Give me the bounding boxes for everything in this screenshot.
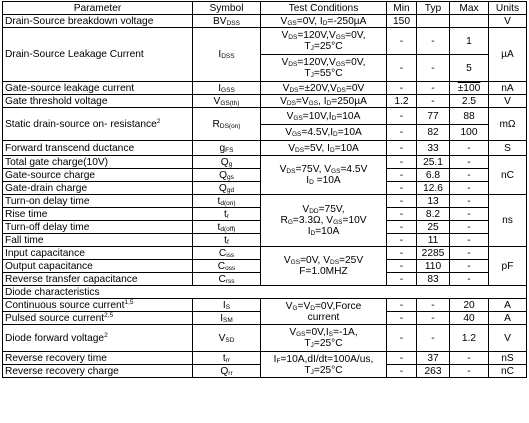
parameter-cell: Gate-source charge [3, 169, 193, 182]
subscript: GS [296, 331, 306, 338]
table-row [3, 299, 527, 312]
subscript: DS [286, 168, 296, 175]
typ-cell: 263 [417, 365, 450, 378]
unit-cell: A [489, 299, 527, 312]
typ-cell [417, 15, 450, 28]
table-row [3, 195, 527, 208]
table-row [3, 352, 527, 365]
header-typ: Typ [417, 2, 450, 15]
subscript: FS [225, 146, 234, 154]
subscript: SM [223, 316, 233, 324]
min-cell: - [387, 55, 417, 82]
min-cell: - [387, 108, 417, 125]
parameter-cell: Output capacitance [3, 260, 193, 273]
typ-cell: 12.6 [417, 182, 450, 195]
unit-cell: nC [489, 156, 527, 195]
spec-table-wrapper [2, 1, 527, 378]
typ-cell: 77 [417, 108, 450, 125]
max-cell: - [450, 169, 489, 182]
min-cell: - [387, 141, 417, 156]
subscript: GS [290, 259, 301, 266]
symbol-cell: $t_{d(on)}$ [193, 195, 261, 208]
condition-cell: $I_F=10A,dI/dt=100A/us$, $T_J=25^\circ C$ [261, 352, 387, 378]
unit-cell: V [489, 15, 527, 28]
typ-cell: 33 [417, 141, 450, 156]
subscript: iss [226, 251, 235, 259]
condition-cell: $V_G=V_D=0V,Force$ current [261, 299, 387, 325]
typ-cell: 8.2 [417, 208, 450, 221]
symbol-cell: $t_{d(off)}$ [193, 221, 261, 234]
symbol-cell: $I_{SM}$ [193, 312, 261, 325]
parameter-cell: Reverse recovery time [3, 352, 193, 365]
subscript: g [228, 160, 233, 168]
max-cell [450, 15, 489, 28]
symbol-cell: $I_{DSS}$ [193, 28, 261, 82]
subscript: D [331, 114, 337, 122]
typ-cell: - [417, 312, 450, 325]
symbol-cell: $g_{FS}$ [193, 141, 261, 156]
subscript: r [226, 212, 229, 220]
parameter-cell: Diode forward voltage$^2$ [3, 325, 193, 352]
subscript: gd [226, 186, 235, 194]
subscript: D [309, 179, 314, 186]
max-cell: 1.2 [450, 325, 489, 352]
parameter-cell: Gate threshold voltage [3, 95, 193, 108]
table-row [3, 325, 527, 352]
header-test-conditions: Test Conditions [261, 2, 387, 15]
table-row [3, 156, 527, 169]
max-cell: - [450, 208, 489, 221]
subscript: SD [225, 336, 235, 344]
condition-cell: $V_{GS}=0V,I_S=-1A$, $T_J=25^\circ C$ [261, 325, 387, 352]
subscript: S [328, 331, 334, 338]
parameter-cell: Rise time [3, 208, 193, 221]
max-cell: 2.5 [450, 95, 489, 108]
min-cell: - [387, 182, 417, 195]
max-cell: 100 [450, 125, 489, 141]
table-row [3, 108, 527, 125]
subscript: J [310, 368, 314, 376]
max-cell: - [450, 273, 489, 286]
symbol-cell: $Q_{rr}$ [193, 365, 261, 378]
parameter-cell: Gate-source leakage current [3, 82, 193, 95]
min-cell: - [387, 28, 417, 55]
table-row [3, 247, 527, 260]
typ-cell: 13 [417, 195, 450, 208]
subscript: d(on) [220, 199, 236, 207]
condition-cell: $V_{DS}=\pm 20V,V_{DS}=0V$ [261, 82, 387, 95]
condition-cell: $V_{GS}=0V$, $I_D=-250\mu A$ [261, 15, 387, 28]
parameter-cell: Continuous source current$^{1,5}$ [3, 299, 193, 312]
subscript: rss [225, 277, 235, 285]
subscript: DS [288, 34, 298, 41]
subscript: GS [335, 34, 346, 41]
min-cell: - [387, 273, 417, 286]
typ-cell: 11 [417, 234, 450, 247]
table-row [3, 15, 527, 28]
table-row [3, 28, 527, 55]
subscript: D [310, 230, 316, 237]
symbol-cell: $Q_g$ [193, 156, 261, 169]
condition-cell: $V_{DD}=75V$, $R_G=3.3\Omega$, $V_{GS}=10V$ $I_D=10A$ [261, 195, 387, 247]
header-symbol: Symbol [193, 2, 261, 15]
symbol-cell: $C_{oss}$ [193, 260, 261, 273]
footnote-ref: 2 [104, 331, 108, 339]
parameter-cell: Forward transcend ductance [3, 141, 193, 156]
typ-cell: - [417, 95, 450, 108]
subscript: S [225, 303, 231, 311]
condition-cell: $V_{GS}=0V$, $V_{DS}=25V$ F=1.0MHZ [261, 247, 387, 286]
parameter-cell: Turn-on delay time [3, 195, 193, 208]
symbol-cell: $Q_{gd}$ [193, 182, 261, 195]
parameter-cell: Drain-Source breakdown voltage [3, 15, 193, 28]
typ-cell: - [417, 299, 450, 312]
subscript: GS [308, 99, 319, 107]
subscript: DS(on) [219, 122, 241, 130]
header-units: Units [489, 2, 527, 15]
max-cell: 40 [450, 312, 489, 325]
symbol-cell: $t_{rr}$ [193, 352, 261, 365]
subscript: GSS [221, 86, 235, 94]
subscript: D [322, 19, 328, 27]
min-cell: - [387, 260, 417, 273]
unit-cell: mΩ [489, 108, 527, 141]
symbol-cell: $V_{GS(th)}$ [193, 95, 261, 108]
typ-cell: 25 [417, 221, 450, 234]
typ-cell: 2285 [417, 247, 450, 260]
min-cell: - [387, 325, 417, 352]
subscript: DS [288, 61, 298, 68]
max-cell: - [450, 156, 489, 169]
subscript: D [333, 131, 338, 138]
symbol-cell: $I_S$ [193, 299, 261, 312]
typ-cell: - [417, 82, 450, 95]
section-title: Diode characteristics [3, 286, 527, 299]
typ-cell: - [417, 325, 450, 352]
parameter-cell: Total gate charge(10V) [3, 156, 193, 169]
subscript: DS [286, 99, 296, 107]
parameter-cell: Turn-off delay time [3, 221, 193, 234]
symbol-cell: $t_f$ [193, 234, 261, 247]
condition-cell: $V_{DS}=120V,V_{GS}=0V$, $T_J=55^\circ C$ [261, 55, 387, 82]
min-cell: - [387, 312, 417, 325]
subscript: DS [336, 86, 346, 94]
section-row [3, 286, 527, 299]
max-cell: - [450, 182, 489, 195]
min-cell: 150 [387, 15, 417, 28]
symbol-cell: $Q_{gs}$ [193, 169, 261, 182]
min-cell: - [387, 169, 417, 182]
subscript: D [326, 99, 332, 107]
subscript: rr [225, 356, 231, 364]
subscript: oss [225, 264, 236, 272]
max-cell: - [450, 195, 489, 208]
symbol-cell: $I_{GSS}$ [193, 82, 261, 95]
min-cell: - [387, 208, 417, 221]
subscript: GS(th) [220, 99, 240, 107]
subscript: GS [335, 61, 346, 68]
min-cell: - [387, 352, 417, 365]
condition-cell: $V_{DS}=75V$, $V_{GS}=4.5V$ $I_D =10A$ [261, 156, 387, 195]
min-cell: - [387, 221, 417, 234]
parameter-cell: Fall time [3, 234, 193, 247]
header-row [3, 2, 527, 15]
symbol-cell: $R_{DS(on)}$ [193, 108, 261, 141]
symbol-cell: $BV_{DSS}$ [193, 15, 261, 28]
parameter-cell: Static drain-source on- resistance$^2$ [3, 108, 193, 141]
condition-cell: $V_{DS}=5V$, $I_D=10A$ [261, 141, 387, 156]
min-cell: - [387, 365, 417, 378]
max-cell: 88 [450, 108, 489, 125]
subscript: GS [331, 168, 341, 175]
header-max: Max [450, 2, 489, 15]
min-cell: - [387, 247, 417, 260]
parameter-cell: Drain-Source Leakage Current [3, 28, 193, 82]
max-cell: ±100 [450, 82, 489, 95]
unit-cell: A [489, 312, 527, 325]
parameter-cell: Pulsed source current$^{2,5}$ [3, 312, 193, 325]
table-row [3, 82, 527, 95]
parameter-cell: Reverse transfer capacitance [3, 273, 193, 286]
table-row [3, 141, 527, 156]
unit-cell: nC [489, 365, 527, 378]
typ-cell: 83 [417, 273, 450, 286]
min-cell: - [387, 195, 417, 208]
typ-cell: 25.1 [417, 156, 450, 169]
subscript: DSS [221, 53, 235, 60]
unit-cell: V [489, 325, 527, 352]
unit-cell: V [489, 95, 527, 108]
min-cell: - [387, 299, 417, 312]
unit-cell: pF [489, 247, 527, 286]
electrical-characteristics-table [2, 1, 527, 378]
max-cell: 5 [450, 55, 489, 82]
subscript: G [287, 219, 293, 226]
unit-cell: S [489, 141, 527, 156]
unit-cell: nA [489, 82, 527, 95]
subscript: DD [309, 208, 319, 215]
symbol-cell: $C_{rss}$ [193, 273, 261, 286]
unit-cell: ns [489, 195, 527, 247]
max-cell: - [450, 352, 489, 365]
min-cell: - [387, 125, 417, 141]
typ-cell: 37 [417, 352, 450, 365]
subscript: f [227, 238, 229, 246]
condition-cell: $V_{DS}=V_{GS}$, $I_D=250\mu A$ [261, 95, 387, 108]
condition-cell: $V_{GS}=4.5V,I_D=10A$ [261, 125, 387, 141]
max-cell: - [450, 247, 489, 260]
subscript: J [310, 342, 314, 349]
subscript: GS [291, 131, 302, 138]
symbol-cell: $V_{SD}$ [193, 325, 261, 352]
max-cell: - [450, 260, 489, 273]
subscript: rr [228, 369, 233, 377]
subscript: DS [295, 146, 305, 154]
parameter-cell: Gate-drain charge [3, 182, 193, 195]
subscript: J [310, 45, 314, 52]
subscript: GS [333, 219, 343, 226]
max-cell: - [450, 221, 489, 234]
min-cell: - [387, 234, 417, 247]
typ-cell: 110 [417, 260, 450, 273]
subscript: DSS [226, 19, 240, 27]
max-cell: - [450, 234, 489, 247]
symbol-cell: $t_r$ [193, 208, 261, 221]
subscript: DS [330, 259, 340, 266]
subscript: J [310, 72, 314, 79]
header-parameter: Parameter [3, 2, 193, 15]
max-cell: 1 [450, 28, 489, 55]
typ-cell: 82 [417, 125, 450, 141]
symbol-cell: $C_{iss}$ [193, 247, 261, 260]
unit-cell: µA [489, 28, 527, 82]
subscript: GS [287, 19, 297, 27]
subscript: G [292, 304, 298, 312]
condition-cell: $V_{GS}=10V,I_D=10A$ [261, 108, 387, 125]
condition-cell: $V_{DS}=120V,V_{GS}=0V$, $T_J=25^\circ C$ [261, 28, 387, 55]
subscript: DS [289, 86, 299, 94]
min-cell: 1.2 [387, 95, 417, 108]
subscript: d(off) [220, 225, 236, 233]
table-row [3, 95, 527, 108]
max-cell: 20 [450, 299, 489, 312]
max-cell: - [450, 141, 489, 156]
footnote-ref: 2 [156, 117, 161, 125]
subscript: GS [293, 114, 303, 122]
unit-cell: nS [489, 352, 527, 365]
typ-cell: 6.8 [417, 169, 450, 182]
typ-cell: - [417, 55, 450, 82]
subscript: gs [227, 173, 234, 181]
max-cell: - [450, 365, 489, 378]
header-min: Min [387, 2, 417, 15]
typ-cell: - [417, 28, 450, 55]
subscript: D [310, 304, 315, 312]
min-cell: - [387, 156, 417, 169]
subscript: D [330, 146, 335, 154]
parameter-cell: Input capacitance [3, 247, 193, 260]
footnote-ref: 2,5 [104, 311, 114, 319]
footnote-ref: 1,5 [124, 298, 134, 306]
subscript: F [276, 357, 281, 365]
min-cell: - [387, 82, 417, 95]
parameter-cell: Reverse recovery charge [3, 365, 193, 378]
